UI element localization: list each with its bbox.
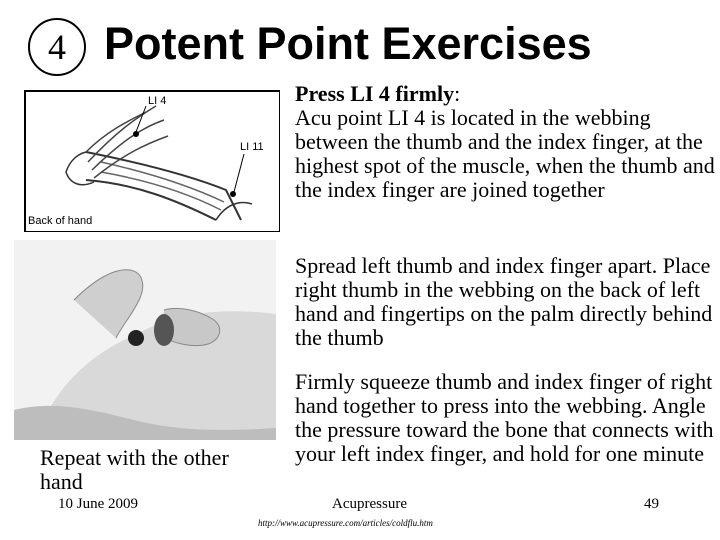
step-1-colon: : (454, 81, 461, 106)
footer-title: Acupressure (332, 496, 407, 512)
label-li11: LI 11 (240, 141, 264, 153)
footer-date: 10 June 2009 (58, 496, 138, 512)
step-1-heading: Press LI 4 firmly (295, 81, 455, 106)
hands-photo (14, 240, 276, 440)
point-li11-marker (230, 191, 236, 197)
repeat-caption: Repeat with the other hand (40, 445, 229, 494)
step-1-body: Acu point LI 4 is located in the webbing between the thumb and the index finger, at the highest spot of the muscle, when the thumb and the index finger are joined together (295, 105, 715, 202)
slide-number: 4 (48, 27, 66, 67)
footer-page-number: 49 (644, 496, 659, 512)
footer-url: http://www.acupressure.com/articles/coldflu.htm (258, 518, 433, 528)
page-title: Potent Point Exercises (104, 18, 592, 69)
point-li4-marker (133, 131, 139, 137)
step-2-text: Spread left thumb and index finger apart. Place right thumb in the webbing on the back of left hand and fingertips on the palm directly behind the thumb (295, 253, 713, 350)
label-li4: LI 4 (148, 95, 167, 107)
step-3-text: Firmly squeeze thumb and index finger of right hand together to press into the webbing. Angle the pressure toward the bone that connects with your left index finger, and hold for one minute (295, 369, 714, 466)
step-1-text (295, 82, 715, 202)
figure1-caption: Back of hand (28, 215, 93, 227)
arm-diagram-figure (24, 90, 280, 232)
thumb-pressure-point (128, 330, 144, 346)
arm-illustration (26, 92, 280, 232)
